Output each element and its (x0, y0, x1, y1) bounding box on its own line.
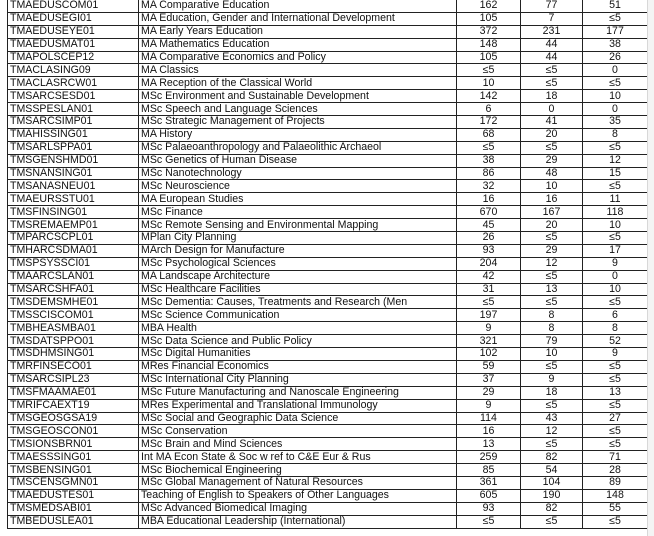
programme-name-cell: MSc Strategic Management of Projects (139, 116, 457, 129)
count-col-2-cell: 10 (521, 180, 583, 193)
count-col-1-cell: 142 (457, 90, 521, 103)
count-col-3-cell: 8 (583, 128, 648, 141)
count-col-3-cell: 8 (583, 322, 648, 335)
count-col-2-cell: ≤5 (521, 399, 583, 412)
count-col-3-cell: 10 (583, 219, 648, 232)
count-col-2-cell: 44 (521, 51, 583, 64)
programme-code-cell: TMSREMAEMP01 (8, 219, 139, 232)
programme-name-cell: MA Landscape Architecture (139, 270, 457, 283)
count-col-1-cell: 204 (457, 257, 521, 270)
count-col-2-cell: 18 (521, 90, 583, 103)
count-col-3-cell: 6 (583, 309, 648, 322)
count-col-3-cell: 51 (583, 0, 648, 12)
programme-name-cell: MA Comparative Economics and Policy (139, 51, 457, 64)
count-col-2-cell: 12 (521, 425, 583, 438)
programme-name-cell: MSc Finance (139, 206, 457, 219)
programme-name-cell: MSc Dementia: Causes, Treatments and Research (Men (139, 296, 457, 309)
count-col-1-cell: 13 (457, 438, 521, 451)
table-row (8, 412, 648, 425)
count-col-1-cell: 10 (457, 77, 521, 90)
programme-code-cell: TMSARCSESD01 (8, 90, 139, 103)
table-row (8, 386, 648, 399)
table-row (8, 438, 648, 451)
count-col-2-cell: 29 (521, 244, 583, 257)
count-col-1-cell: ≤5 (457, 64, 521, 77)
count-col-2-cell: 79 (521, 335, 583, 348)
count-col-2-cell: 231 (521, 25, 583, 38)
programme-code-cell: TMSGENSHMD01 (8, 154, 139, 167)
programme-name-cell: MSc Science Communication (139, 309, 457, 322)
count-col-1-cell: 31 (457, 283, 521, 296)
programme-name-cell: MSc Biochemical Engineering (139, 464, 457, 477)
programme-name-cell: MA History (139, 128, 457, 141)
programme-code-cell: TMSPSYSSCI01 (8, 257, 139, 270)
count-col-1-cell: 670 (457, 206, 521, 219)
count-col-3-cell: 89 (583, 476, 648, 489)
count-col-3-cell: 118 (583, 206, 648, 219)
programme-name-cell: MSc Speech and Language Sciences (139, 103, 457, 116)
count-col-2-cell: 16 (521, 193, 583, 206)
programme-name-cell: MArch Design for Manufacture (139, 244, 457, 257)
programme-code-cell: TMSMEDSABI01 (8, 502, 139, 515)
count-col-2-cell: ≤5 (521, 270, 583, 283)
count-col-3-cell: 13 (583, 386, 648, 399)
programme-name-cell: MSc Neuroscience (139, 180, 457, 193)
table-row (8, 296, 648, 309)
table-row (8, 489, 648, 502)
count-col-2-cell: 167 (521, 206, 583, 219)
count-col-2-cell: 77 (521, 0, 583, 12)
programme-code-cell: TMSARLSPPA01 (8, 141, 139, 154)
table-row (8, 103, 648, 116)
count-col-1-cell: 197 (457, 309, 521, 322)
programme-table-body (8, 0, 648, 528)
table-row (8, 90, 648, 103)
table-row (8, 502, 648, 515)
programme-code-cell: TMSSPESLAN01 (8, 103, 139, 116)
programme-name-cell: MSc Remote Sensing and Environmental Mapping (139, 219, 457, 232)
count-col-3-cell: ≤5 (583, 141, 648, 154)
table-row (8, 425, 648, 438)
count-col-2-cell: ≤5 (521, 64, 583, 77)
programme-name-cell: MSc Healthcare Facilities (139, 283, 457, 296)
count-col-1-cell: 605 (457, 489, 521, 502)
count-col-2-cell: ≤5 (521, 77, 583, 90)
count-col-3-cell: ≤5 (583, 180, 648, 193)
page-edge (647, 0, 654, 536)
count-col-2-cell: 43 (521, 412, 583, 425)
programme-code-cell: TMAEDUSCOM01 (8, 0, 139, 12)
count-col-1-cell: 162 (457, 0, 521, 12)
count-col-3-cell: 12 (583, 154, 648, 167)
count-col-2-cell: ≤5 (521, 296, 583, 309)
programme-name-cell: MSc Conservation (139, 425, 457, 438)
programme-code-cell: TMAEDUSMAT01 (8, 38, 139, 51)
count-col-2-cell: ≤5 (521, 360, 583, 373)
count-col-1-cell: 148 (457, 38, 521, 51)
programme-table-sheet (7, 0, 653, 536)
table-row (8, 12, 648, 25)
programme-code-cell: TMSNANSING01 (8, 167, 139, 180)
count-col-2-cell: 20 (521, 128, 583, 141)
programme-code-cell: TMAARCSLAN01 (8, 270, 139, 283)
count-col-1-cell: 59 (457, 360, 521, 373)
table-row (8, 38, 648, 51)
programme-code-cell: TMSBENSING01 (8, 464, 139, 477)
programme-name-cell: MSc Data Science and Public Policy (139, 335, 457, 348)
programme-code-cell: TMAESSSING01 (8, 451, 139, 464)
programme-code-cell: TMAEURSSTU01 (8, 193, 139, 206)
programme-name-cell: MA Early Years Education (139, 25, 457, 38)
programme-code-cell: TMSFMAAMAE01 (8, 386, 139, 399)
programme-code-cell: TMAEDUSTES01 (8, 489, 139, 502)
count-col-3-cell: 38 (583, 38, 648, 51)
count-col-2-cell: ≤5 (521, 232, 583, 245)
count-col-3-cell: ≤5 (583, 515, 648, 528)
programme-name-cell: MRes Financial Economics (139, 360, 457, 373)
programme-name-cell: MSc Advanced Biomedical Imaging (139, 502, 457, 515)
programme-code-cell: TMRIFCAEXT19 (8, 399, 139, 412)
table-row (8, 270, 648, 283)
programme-name-cell: MSc Nanotechnology (139, 167, 457, 180)
table-row (8, 232, 648, 245)
table-row (8, 283, 648, 296)
programme-code-cell: TMSGEOSGSA19 (8, 412, 139, 425)
table-row (8, 25, 648, 38)
programme-code-cell: TMSARCSHFA01 (8, 283, 139, 296)
count-col-1-cell: 6 (457, 103, 521, 116)
programme-name-cell: MSc International City Planning (139, 373, 457, 386)
programme-name-cell: MSc Global Management of Natural Resources (139, 476, 457, 489)
count-col-1-cell: 372 (457, 25, 521, 38)
table-row (8, 0, 648, 12)
count-col-3-cell: 55 (583, 502, 648, 515)
count-col-1-cell: 86 (457, 167, 521, 180)
count-col-2-cell: 0 (521, 103, 583, 116)
programme-code-cell: TMSDEMSMHE01 (8, 296, 139, 309)
table-row (8, 77, 648, 90)
programme-name-cell: MA Education, Gender and International Development (139, 12, 457, 25)
programme-name-cell: MSc Psychological Sciences (139, 257, 457, 270)
count-col-2-cell: 54 (521, 464, 583, 477)
count-col-3-cell: 9 (583, 348, 648, 361)
count-col-1-cell: 172 (457, 116, 521, 129)
count-col-1-cell: 9 (457, 399, 521, 412)
count-col-3-cell: 35 (583, 116, 648, 129)
programme-code-cell: TMACLASRCW01 (8, 77, 139, 90)
programme-code-cell: TMSDHMSING01 (8, 348, 139, 361)
count-col-1-cell: ≤5 (457, 515, 521, 528)
count-col-1-cell: ≤5 (457, 296, 521, 309)
count-col-2-cell: ≤5 (521, 515, 583, 528)
table-row (8, 244, 648, 257)
count-col-2-cell: 44 (521, 38, 583, 51)
count-col-2-cell: ≤5 (521, 141, 583, 154)
programme-name-cell: MBA Health (139, 322, 457, 335)
count-col-3-cell: 0 (583, 64, 648, 77)
count-col-1-cell: 321 (457, 335, 521, 348)
programme-code-cell: TMSDATSPPO01 (8, 335, 139, 348)
count-col-3-cell: 11 (583, 193, 648, 206)
count-col-1-cell: 45 (457, 219, 521, 232)
count-col-3-cell: ≤5 (583, 232, 648, 245)
count-col-2-cell: 82 (521, 451, 583, 464)
count-col-2-cell: 8 (521, 309, 583, 322)
count-col-2-cell: 20 (521, 219, 583, 232)
table-row (8, 219, 648, 232)
count-col-3-cell: 10 (583, 90, 648, 103)
programme-code-cell: TMSANASNEU01 (8, 180, 139, 193)
count-col-3-cell: ≤5 (583, 399, 648, 412)
count-col-2-cell: 18 (521, 386, 583, 399)
table-row (8, 257, 648, 270)
table-row (8, 154, 648, 167)
table-row (8, 335, 648, 348)
programme-code-cell: TMSSCISCOM01 (8, 309, 139, 322)
count-col-1-cell: 42 (457, 270, 521, 283)
table-row (8, 348, 648, 361)
table-row (8, 128, 648, 141)
programme-name-cell: MBA Educational Leadership (International) (139, 515, 457, 528)
programme-name-cell: MA Classics (139, 64, 457, 77)
count-col-1-cell: 102 (457, 348, 521, 361)
count-col-1-cell: 26 (457, 232, 521, 245)
programme-name-cell: MA Mathematics Education (139, 38, 457, 51)
programme-code-cell: TMSARCSIPL23 (8, 373, 139, 386)
count-col-1-cell: 68 (457, 128, 521, 141)
table-row (8, 193, 648, 206)
count-col-2-cell: 190 (521, 489, 583, 502)
count-col-3-cell: ≤5 (583, 12, 648, 25)
count-col-3-cell: 10 (583, 283, 648, 296)
table-row (8, 476, 648, 489)
count-col-1-cell: 85 (457, 464, 521, 477)
count-col-1-cell: 93 (457, 244, 521, 257)
count-col-3-cell: ≤5 (583, 296, 648, 309)
count-col-1-cell: 38 (457, 154, 521, 167)
programme-name-cell: MA Reception of the Classical World (139, 77, 457, 90)
count-col-2-cell: 7 (521, 12, 583, 25)
table-row (8, 322, 648, 335)
table-row (8, 515, 648, 528)
programme-name-cell: MRes Experimental and Translational Immunology (139, 399, 457, 412)
programme-code-cell: TMAEDUSEYE01 (8, 25, 139, 38)
programme-name-cell: MSc Palaeoanthropology and Palaeolithic Archaeol (139, 141, 457, 154)
count-col-3-cell: 177 (583, 25, 648, 38)
programme-code-cell: TMAPOLSCEP12 (8, 51, 139, 64)
programme-name-cell: MSc Digital Humanities (139, 348, 457, 361)
count-col-3-cell: ≤5 (583, 360, 648, 373)
programme-code-cell: TMSCENSGMN01 (8, 476, 139, 489)
count-col-3-cell: ≤5 (583, 438, 648, 451)
count-col-1-cell: 9 (457, 322, 521, 335)
table-row (8, 206, 648, 219)
count-col-2-cell: 10 (521, 348, 583, 361)
table-row (8, 51, 648, 64)
count-col-3-cell: 26 (583, 51, 648, 64)
programme-name-cell: MSc Brain and Mind Sciences (139, 438, 457, 451)
count-col-3-cell: 148 (583, 489, 648, 502)
count-col-1-cell: ≤5 (457, 141, 521, 154)
programme-name-cell: MSc Genetics of Human Disease (139, 154, 457, 167)
programme-name-cell: MA European Studies (139, 193, 457, 206)
count-col-1-cell: 16 (457, 425, 521, 438)
programme-code-cell: TMSIONSBRN01 (8, 438, 139, 451)
count-col-3-cell: ≤5 (583, 77, 648, 90)
count-col-2-cell: 48 (521, 167, 583, 180)
table-row (8, 451, 648, 464)
count-col-1-cell: 259 (457, 451, 521, 464)
count-col-1-cell: 105 (457, 51, 521, 64)
programme-code-cell: TMSGEOSCON01 (8, 425, 139, 438)
programme-name-cell: MSc Environment and Sustainable Development (139, 90, 457, 103)
count-col-2-cell: ≤5 (521, 438, 583, 451)
count-col-3-cell: ≤5 (583, 425, 648, 438)
programme-code-cell: TMSARCSIMP01 (8, 116, 139, 129)
count-col-3-cell: 0 (583, 270, 648, 283)
count-col-2-cell: 41 (521, 116, 583, 129)
count-col-3-cell: 71 (583, 451, 648, 464)
table-row (8, 116, 648, 129)
programme-code-cell: TMHARCSDMA01 (8, 244, 139, 257)
count-col-3-cell: 9 (583, 257, 648, 270)
count-col-2-cell: 9 (521, 373, 583, 386)
programme-code-cell: TMAEDUSEGI01 (8, 12, 139, 25)
count-col-3-cell: 28 (583, 464, 648, 477)
programme-name-cell: MA Comparative Education (139, 0, 457, 12)
programme-name-cell: Int MA Econ State & Soc w ref to C&E Eur & Rus (139, 451, 457, 464)
table-row (8, 167, 648, 180)
count-col-1-cell: 114 (457, 412, 521, 425)
count-col-3-cell: 52 (583, 335, 648, 348)
count-col-2-cell: 104 (521, 476, 583, 489)
count-col-2-cell: 13 (521, 283, 583, 296)
table-row (8, 64, 648, 77)
count-col-1-cell: 29 (457, 386, 521, 399)
programme-code-cell: TMBHEASMBA01 (8, 322, 139, 335)
count-col-1-cell: 93 (457, 502, 521, 515)
count-col-3-cell: 27 (583, 412, 648, 425)
count-col-3-cell: 0 (583, 103, 648, 116)
table-row (8, 373, 648, 386)
count-col-2-cell: 12 (521, 257, 583, 270)
programme-name-cell: MSc Future Manufacturing and Nanoscale Engineering (139, 386, 457, 399)
count-col-3-cell: ≤5 (583, 373, 648, 386)
count-col-2-cell: 82 (521, 502, 583, 515)
count-col-1-cell: 361 (457, 476, 521, 489)
table-row (8, 141, 648, 154)
count-col-1-cell: 32 (457, 180, 521, 193)
table-row (8, 180, 648, 193)
count-col-3-cell: 17 (583, 244, 648, 257)
programme-code-cell: TMAHISSING01 (8, 128, 139, 141)
count-col-2-cell: 8 (521, 322, 583, 335)
table-row (8, 399, 648, 412)
programme-code-cell: TMBEDUSLEA01 (8, 515, 139, 528)
table-row (8, 309, 648, 322)
count-col-1-cell: 105 (457, 12, 521, 25)
programme-code-cell: TMSFINSING01 (8, 206, 139, 219)
programme-name-cell: MSc Social and Geographic Data Science (139, 412, 457, 425)
count-col-1-cell: 16 (457, 193, 521, 206)
table-row (8, 464, 648, 477)
programme-code-cell: TMRFINSECO01 (8, 360, 139, 373)
count-col-1-cell: 37 (457, 373, 521, 386)
programme-table (7, 0, 648, 529)
count-col-3-cell: 15 (583, 167, 648, 180)
table-row (8, 360, 648, 373)
count-col-2-cell: 29 (521, 154, 583, 167)
programme-code-cell: TMACLASING09 (8, 64, 139, 77)
programme-code-cell: TMPARCSCPL01 (8, 232, 139, 245)
programme-name-cell: MPlan City Planning (139, 232, 457, 245)
programme-name-cell: Teaching of English to Speakers of Other Languages (139, 489, 457, 502)
